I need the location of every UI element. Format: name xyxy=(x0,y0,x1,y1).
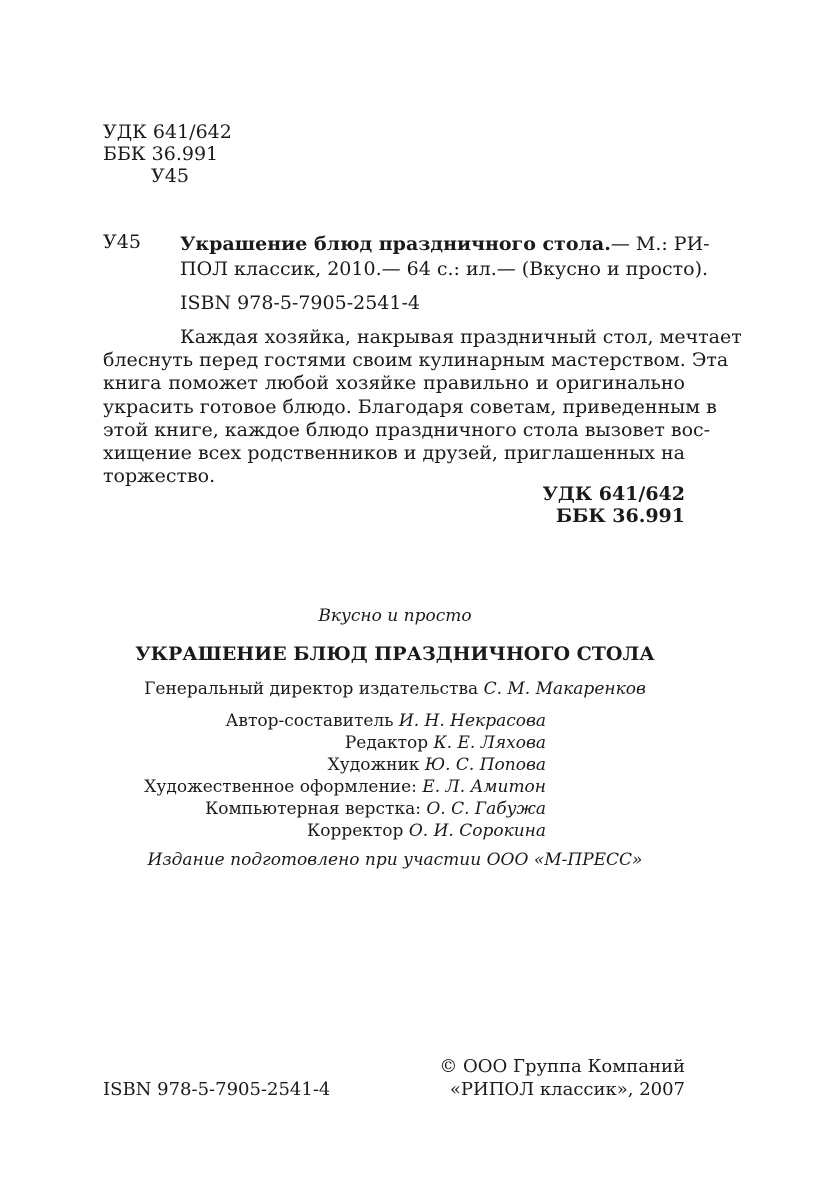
credit-name: Ю. С. Попова xyxy=(424,755,546,775)
classification-codes-top xyxy=(103,122,232,188)
annotation-line: хищение всех родственников и друзей, приглашенных на xyxy=(103,441,685,464)
annotation-line: книга поможет любой хозяйке правильно и оригинально xyxy=(103,372,685,395)
credit-compiler xyxy=(226,712,546,732)
credit-role: Художественное оформление: xyxy=(144,777,423,797)
credit-role: Художник xyxy=(327,755,425,775)
bib-isbn: ISBN 978-5-7905-2541-4 xyxy=(180,292,420,314)
author-mark-code: У45 xyxy=(151,165,189,187)
book-title: УКРАШЕНИЕ БЛЮД ПРАЗДНИЧНОГО СТОЛА xyxy=(135,643,655,665)
bbk-code-bold: ББК 36.991 xyxy=(555,505,685,527)
copyright-line-1: © ООО Группа Компаний xyxy=(439,1056,685,1077)
credit-role: Корректор xyxy=(307,821,409,841)
credit-editor xyxy=(345,734,546,754)
credit-proofreader xyxy=(307,822,546,842)
credit-name: О. С. Габужа xyxy=(426,799,546,819)
director-role: Генеральный директор издательства xyxy=(144,679,484,699)
credit-name: И. Н. Некрасова xyxy=(398,711,546,731)
credit-name: К. Е. Ляхова xyxy=(433,733,546,753)
udk-code-bold: УДК 641/642 xyxy=(542,483,685,505)
general-director xyxy=(0,680,790,700)
bib-author-mark: У45 xyxy=(103,231,141,253)
bib-line-1-rest: — М.: РИ- xyxy=(610,233,710,255)
isbn-bottom: ISBN 978-5-7905-2541-4 xyxy=(103,1079,331,1100)
publisher-note: Издание подготовлено при участии ООО «М-ПРЕСС» xyxy=(147,850,643,870)
annotation-paragraph xyxy=(103,326,742,488)
annotation-line: торжество. xyxy=(103,465,216,488)
bbk-code: ББК 36.991 xyxy=(103,143,219,165)
annotation-line: украсить готовое блюдо. Благодаря советам, приведенным в xyxy=(103,395,717,418)
copyright-notice xyxy=(439,1057,685,1103)
annotation-line: Каждая хозяйка, накрывая праздничный стол, мечтает xyxy=(180,326,742,348)
credit-role: Автор-составитель xyxy=(225,711,399,731)
classification-codes-right xyxy=(543,484,685,528)
annotation-line: блеснуть перед гостями своим кулинарным мастерством. Эта xyxy=(103,349,729,372)
credit-name: Е. Л. Амитон xyxy=(422,777,546,797)
bib-title: Украшение блюд праздничного стола. xyxy=(180,233,611,255)
credit-layout xyxy=(205,800,546,820)
series-name: Вкусно и просто xyxy=(318,606,472,626)
credit-design xyxy=(144,778,546,798)
credit-name: О. И. Сорокина xyxy=(408,821,546,841)
bib-line-1 xyxy=(180,232,710,257)
udk-code: УДК 641/642 xyxy=(103,121,232,143)
bib-line-2: ПОЛ классик, 2010.— 64 с.: ил.— (Вкусно и просто). xyxy=(180,257,709,280)
annotation-line: этой книге, каждое блюдо праздничного стола вызовет вос- xyxy=(103,418,711,441)
credit-role: Компьютерная верстка: xyxy=(205,799,427,819)
copyright-line-2: «РИПОЛ классик», 2007 xyxy=(449,1079,685,1100)
director-name: С. М. Макаренков xyxy=(483,679,646,699)
credit-role: Редактор xyxy=(344,733,434,753)
bibliographic-description xyxy=(180,232,710,281)
credit-artist xyxy=(328,756,546,776)
